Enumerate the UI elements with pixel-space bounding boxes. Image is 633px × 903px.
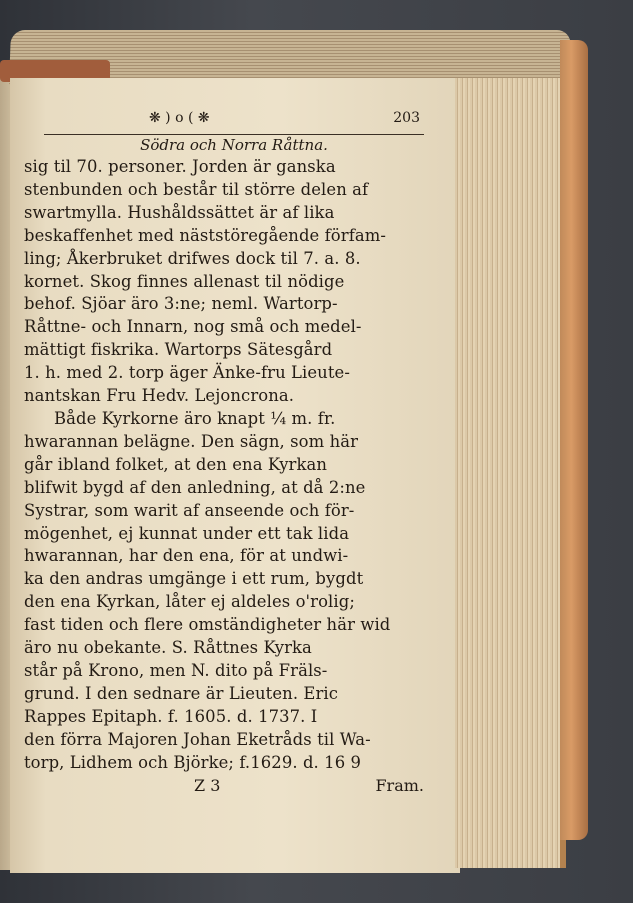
page-stack-edge bbox=[455, 78, 566, 868]
text-line: ling; Åkerbruket drifwes dock til 7. a. 8. bbox=[24, 248, 361, 268]
text-line: Både Kyrkorne äro knapt ¼ m. fr. bbox=[54, 408, 336, 428]
book-cover-edge bbox=[560, 40, 588, 840]
text-line: grund. I den sednare är Lieuten. Eric bbox=[24, 683, 339, 703]
signature-mark: Z 3 bbox=[194, 776, 221, 796]
page-footer bbox=[24, 774, 424, 798]
running-header bbox=[24, 110, 424, 132]
text-line: swartmylla. Hushåldssättet är af lika bbox=[24, 202, 335, 222]
text-line: torp, Lidhem och Björke; f.1629. d. 16 9 bbox=[24, 752, 362, 772]
text-line: 1. h. med 2. torp äger Änke-fru Lieute- bbox=[24, 363, 350, 383]
section-title: Södra och Norra Råttna. bbox=[44, 134, 424, 156]
text-line: mättigt fiskrika. Wartorps Sätesgård bbox=[24, 340, 333, 360]
text-line: blifwit bygd af den anledning, at då 2:ne bbox=[24, 477, 366, 497]
text-line: den ena Kyrkan, låter ej aldeles o'rolig; bbox=[24, 592, 355, 612]
text-line: mögenhet, ej kunnat under ett tak lida bbox=[24, 523, 350, 543]
text-line: ka den andras umgänge i ett rum, bygdt bbox=[24, 569, 364, 589]
text-line: beskaffenhet med näststöregående förfam- bbox=[24, 225, 387, 245]
text-line: går ibland folket, at den ena Kyrkan bbox=[24, 454, 328, 474]
page-text bbox=[24, 110, 424, 798]
text-line: kornet. Skog finnes allenast til nödige bbox=[24, 271, 345, 291]
text-line: nantskan Fru Hedv. Lejoncrona. bbox=[24, 386, 295, 406]
text-line: äro nu obekante. S. Råttnes Kyrka bbox=[24, 638, 312, 658]
text-line: stenbunden och består til större delen af bbox=[24, 179, 369, 199]
text-line: Systrar, som warit af anseende och för- bbox=[24, 500, 355, 520]
text-line: Råttne- och Innarn, nog små och medel- bbox=[24, 317, 362, 337]
text-line: Rappes Epitaph. f. 1605. d. 1737. I bbox=[24, 706, 318, 726]
text-line: hwarannan belägne. Den sägn, som här bbox=[24, 431, 359, 451]
text-line: fast tiden och flere omständigheter här wid bbox=[24, 615, 391, 635]
text-line: står på Krono, men N. dito på Fräls- bbox=[24, 660, 328, 680]
catchword: Fram. bbox=[375, 776, 424, 796]
text-line: den förra Majoren Johan Eketråds til Wa- bbox=[24, 729, 371, 749]
header-ornament: ❋ ) o ( ❋ bbox=[149, 110, 210, 126]
page-number: 203 bbox=[393, 110, 420, 126]
text-line: sig til 70. personer. Jorden är ganska bbox=[24, 157, 336, 176]
text-line: behof. Sjöar äro 3:ne; neml. Wartorp- bbox=[24, 294, 338, 314]
text-line: hwarannan, har den ena, för at undwi- bbox=[24, 546, 349, 566]
